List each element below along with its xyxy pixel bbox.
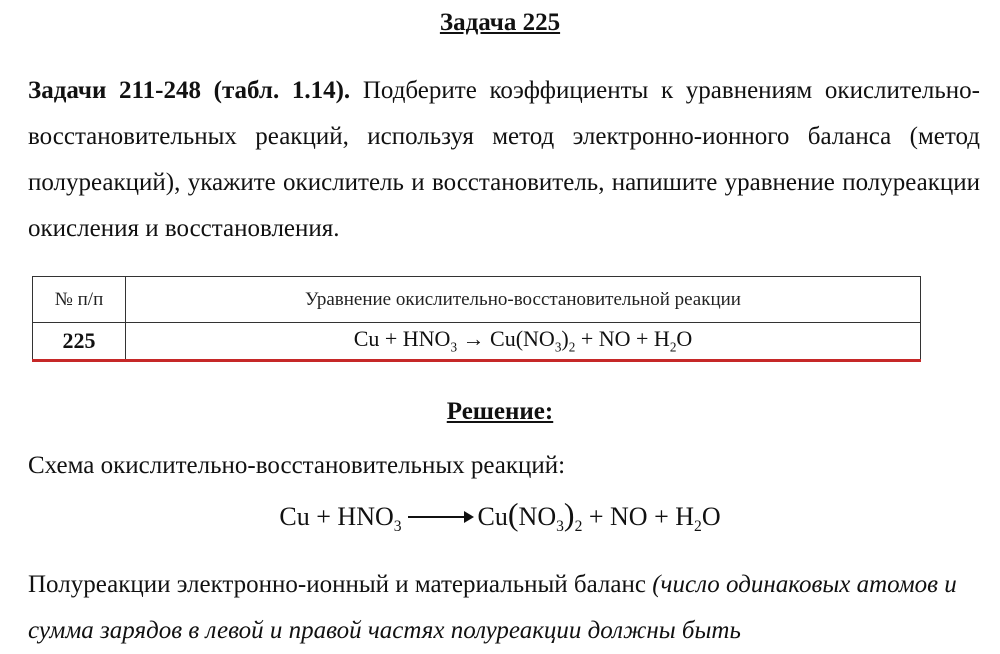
eq-subscript: 3 bbox=[393, 518, 402, 536]
eq-paren: ( bbox=[507, 496, 519, 532]
eq-part: O bbox=[701, 502, 721, 531]
reaction-equation bbox=[126, 323, 921, 361]
eq-part: O bbox=[676, 326, 693, 352]
page-title: Задача 225 bbox=[439, 9, 561, 36]
eq-part: Cu bbox=[477, 502, 508, 531]
task-table bbox=[32, 276, 921, 362]
table-row bbox=[33, 323, 921, 361]
eq-part: Cu(NO bbox=[490, 326, 555, 352]
solution-heading: Решение: bbox=[446, 398, 554, 425]
reaction-arrow-icon bbox=[408, 516, 472, 518]
scheme-label: Схема окислительно-восстановительных реакций: bbox=[28, 452, 566, 479]
eq-subscript: 2 bbox=[574, 518, 583, 536]
task-number: 225 bbox=[33, 323, 126, 361]
eq-part: + NO + H bbox=[582, 502, 695, 531]
eq-subscript: 2 bbox=[694, 518, 702, 536]
eq-part: + NO + H bbox=[575, 326, 670, 352]
eq-part: NO bbox=[518, 502, 557, 531]
reaction-arrow: → bbox=[462, 326, 485, 352]
eq-paren: ) bbox=[563, 496, 575, 532]
task-instructions: Подберите коэффициенты к уравнениям окислительно-восстановительных реакций, используя метод электронно-ионного баланса (метод полуреакций), укажите окислитель и восстановитель, напишите уравнение полуреакции окисления и восстановления. bbox=[28, 77, 980, 242]
eq-part: ) bbox=[561, 326, 569, 352]
eq-subscript: 2 bbox=[669, 339, 677, 355]
eq-subscript: 3 bbox=[450, 339, 458, 355]
task-range-label: Задачи 211-248 (табл. 1.14). bbox=[28, 77, 351, 104]
scheme-equation bbox=[0, 496, 1000, 536]
header-number: № п/п bbox=[33, 277, 126, 323]
eq-part: Cu + HNO bbox=[353, 326, 451, 352]
eq-subscript: 2 bbox=[568, 339, 576, 355]
eq-part: Cu + HNO bbox=[279, 502, 394, 531]
task-description bbox=[28, 68, 980, 252]
half-reactions-note: (число одинаковых атомов и сумма зарядов в левой и правой частях полуреакции должны быть bbox=[28, 571, 957, 644]
half-reactions-text bbox=[28, 562, 988, 654]
eq-subscript: 3 bbox=[556, 518, 564, 536]
eq-subscript: 3 bbox=[554, 339, 562, 355]
table-header-row bbox=[33, 277, 921, 323]
half-reactions-label: Полуреакции электронно-ионный и материальный баланс bbox=[28, 571, 653, 598]
header-equation: Уравнение окислительно-восстановительной реакции bbox=[126, 277, 921, 323]
